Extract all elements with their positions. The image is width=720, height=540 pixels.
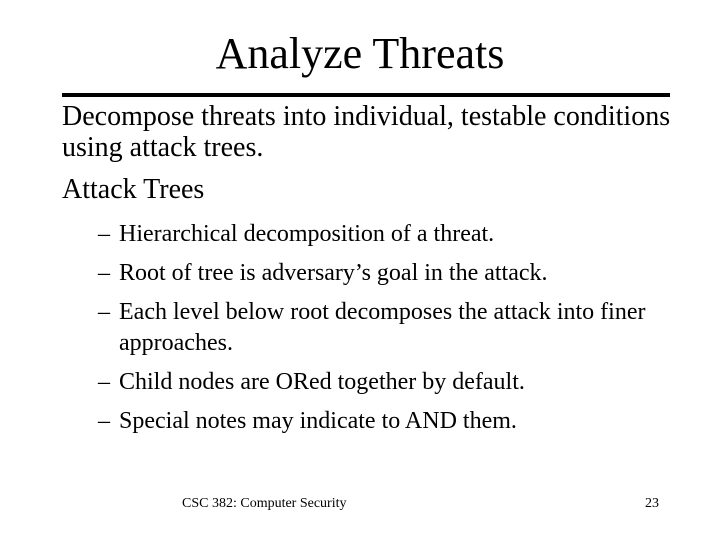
sub-bullet-each-level	[98, 297, 698, 359]
dash-marker: –	[98, 408, 110, 434]
sub-bullet-text: Each level below root decomposes the attack into finer approaches.	[119, 299, 646, 356]
bullet-attack-trees: Attack Trees	[62, 174, 205, 205]
sub-bullet-text: Root of tree is adversary’s goal in the attack.	[119, 260, 548, 286]
dash-marker: –	[98, 299, 110, 325]
footer-course-name: CSC 382: Computer Security	[182, 496, 347, 511]
title-underline	[62, 93, 670, 97]
sub-bullet-hierarchical	[98, 219, 698, 250]
sub-bullet-root	[98, 258, 698, 289]
attack-trees-sub-list	[98, 219, 698, 445]
bullet-decompose-threats: Decompose threats into individual, testable conditions using attack trees.	[62, 101, 671, 163]
dash-marker: –	[98, 260, 110, 286]
sub-bullet-text: Child nodes are ORed together by default.	[119, 369, 525, 395]
dash-marker: –	[98, 221, 110, 247]
dash-marker: –	[98, 369, 110, 395]
sub-bullet-child-nodes	[98, 367, 698, 398]
footer-page-number: 23	[645, 496, 659, 511]
sub-bullet-text: Hierarchical decomposition of a threat.	[119, 221, 495, 247]
sub-bullet-text: Special notes may indicate to AND them.	[119, 408, 517, 434]
slide-title: Analyze Threats	[215, 29, 505, 78]
sub-bullet-special-notes	[98, 406, 698, 437]
